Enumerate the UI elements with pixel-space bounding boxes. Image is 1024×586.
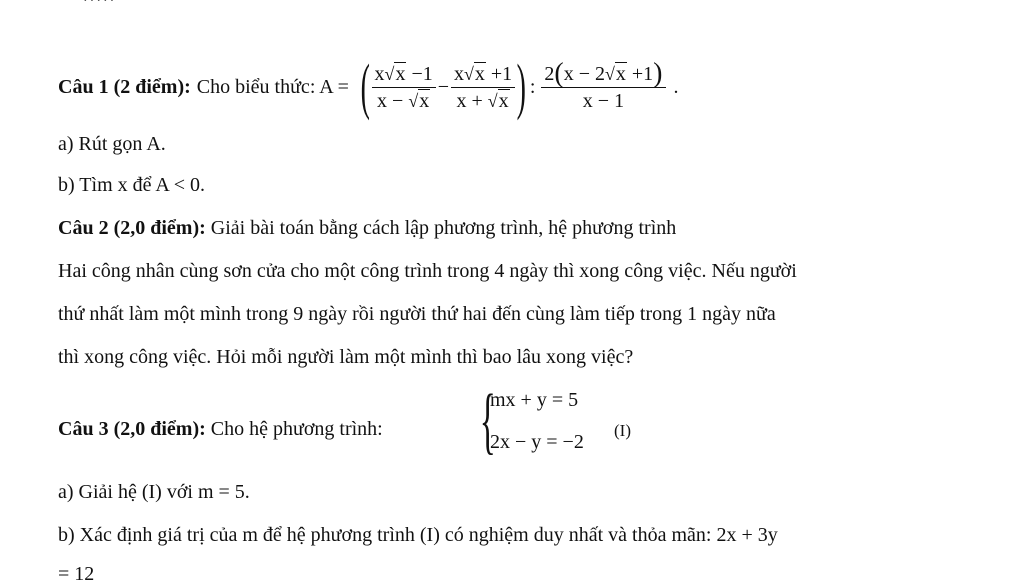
- question-2-title: [58, 217, 676, 240]
- question-3-title: [58, 418, 383, 441]
- end-period: .: [673, 75, 679, 98]
- right-paren: ): [516, 53, 527, 121]
- fraction-1: $\frac{x√x -1}{x - √x}$: [372, 63, 436, 112]
- q1-part-a: a) Rút gọn A.: [58, 133, 166, 155]
- q1-label: Câu 1 (2 điểm):: [58, 75, 191, 98]
- minus-sign: −: [437, 75, 449, 98]
- q3-part-b-line-2: = 12: [58, 563, 95, 585]
- fraction-2: $\frac{x√x +1}{x + √x}$: [451, 63, 515, 112]
- q3-equation-1: mx + y = 5: [490, 389, 579, 411]
- q2-line-1: Hai công nhân cùng sơn cửa cho một công trình trong 4 ngày thì xong công việc. Nếu người: [58, 260, 797, 282]
- q2-line-3: thì xong công việc. Hỏi mỗi người làm một mình thì bao lâu xong việc?: [58, 346, 634, 368]
- colon: :: [529, 75, 536, 98]
- q2-label: Câu 2 (2,0 điểm):: [58, 217, 206, 239]
- fraction-3: $\frac{2(x - 2√x +1)}{x - 1}$: [541, 63, 665, 112]
- question-1: [58, 52, 679, 122]
- q1-part-b: b) Tìm x để A < 0.: [58, 174, 206, 196]
- left-paren: (: [360, 53, 370, 121]
- q3-equation-2: 2x − y = −2: [490, 431, 584, 453]
- q3-part-b-line-1: b) Xác định giá trị của m để hệ phương trình (I) có nghiệm duy nhất và thỏa mãn: 2x + 3y: [58, 524, 778, 546]
- q2-line-2: thứ nhất làm một mình trong 9 ngày rồi người thứ hai đến cùng làm tiếp trong 1 ngày nữa: [58, 303, 776, 325]
- q3-part-a: a) Giải hệ (I) với m = 5.: [58, 481, 250, 503]
- q1-intro: Cho biểu thức: A =: [196, 75, 349, 98]
- q3-label: Câu 3 (2,0 điểm):: [58, 418, 206, 440]
- q2-title: Giải bài toán bằng cách lập phương trình, hệ phương trình: [205, 217, 677, 239]
- top-artifact: ·····: [83, 0, 117, 9]
- q3-intro: Cho hệ phương trình:: [205, 418, 383, 440]
- system-brace: {: [479, 380, 496, 462]
- q3-system-tag: (I): [614, 421, 631, 440]
